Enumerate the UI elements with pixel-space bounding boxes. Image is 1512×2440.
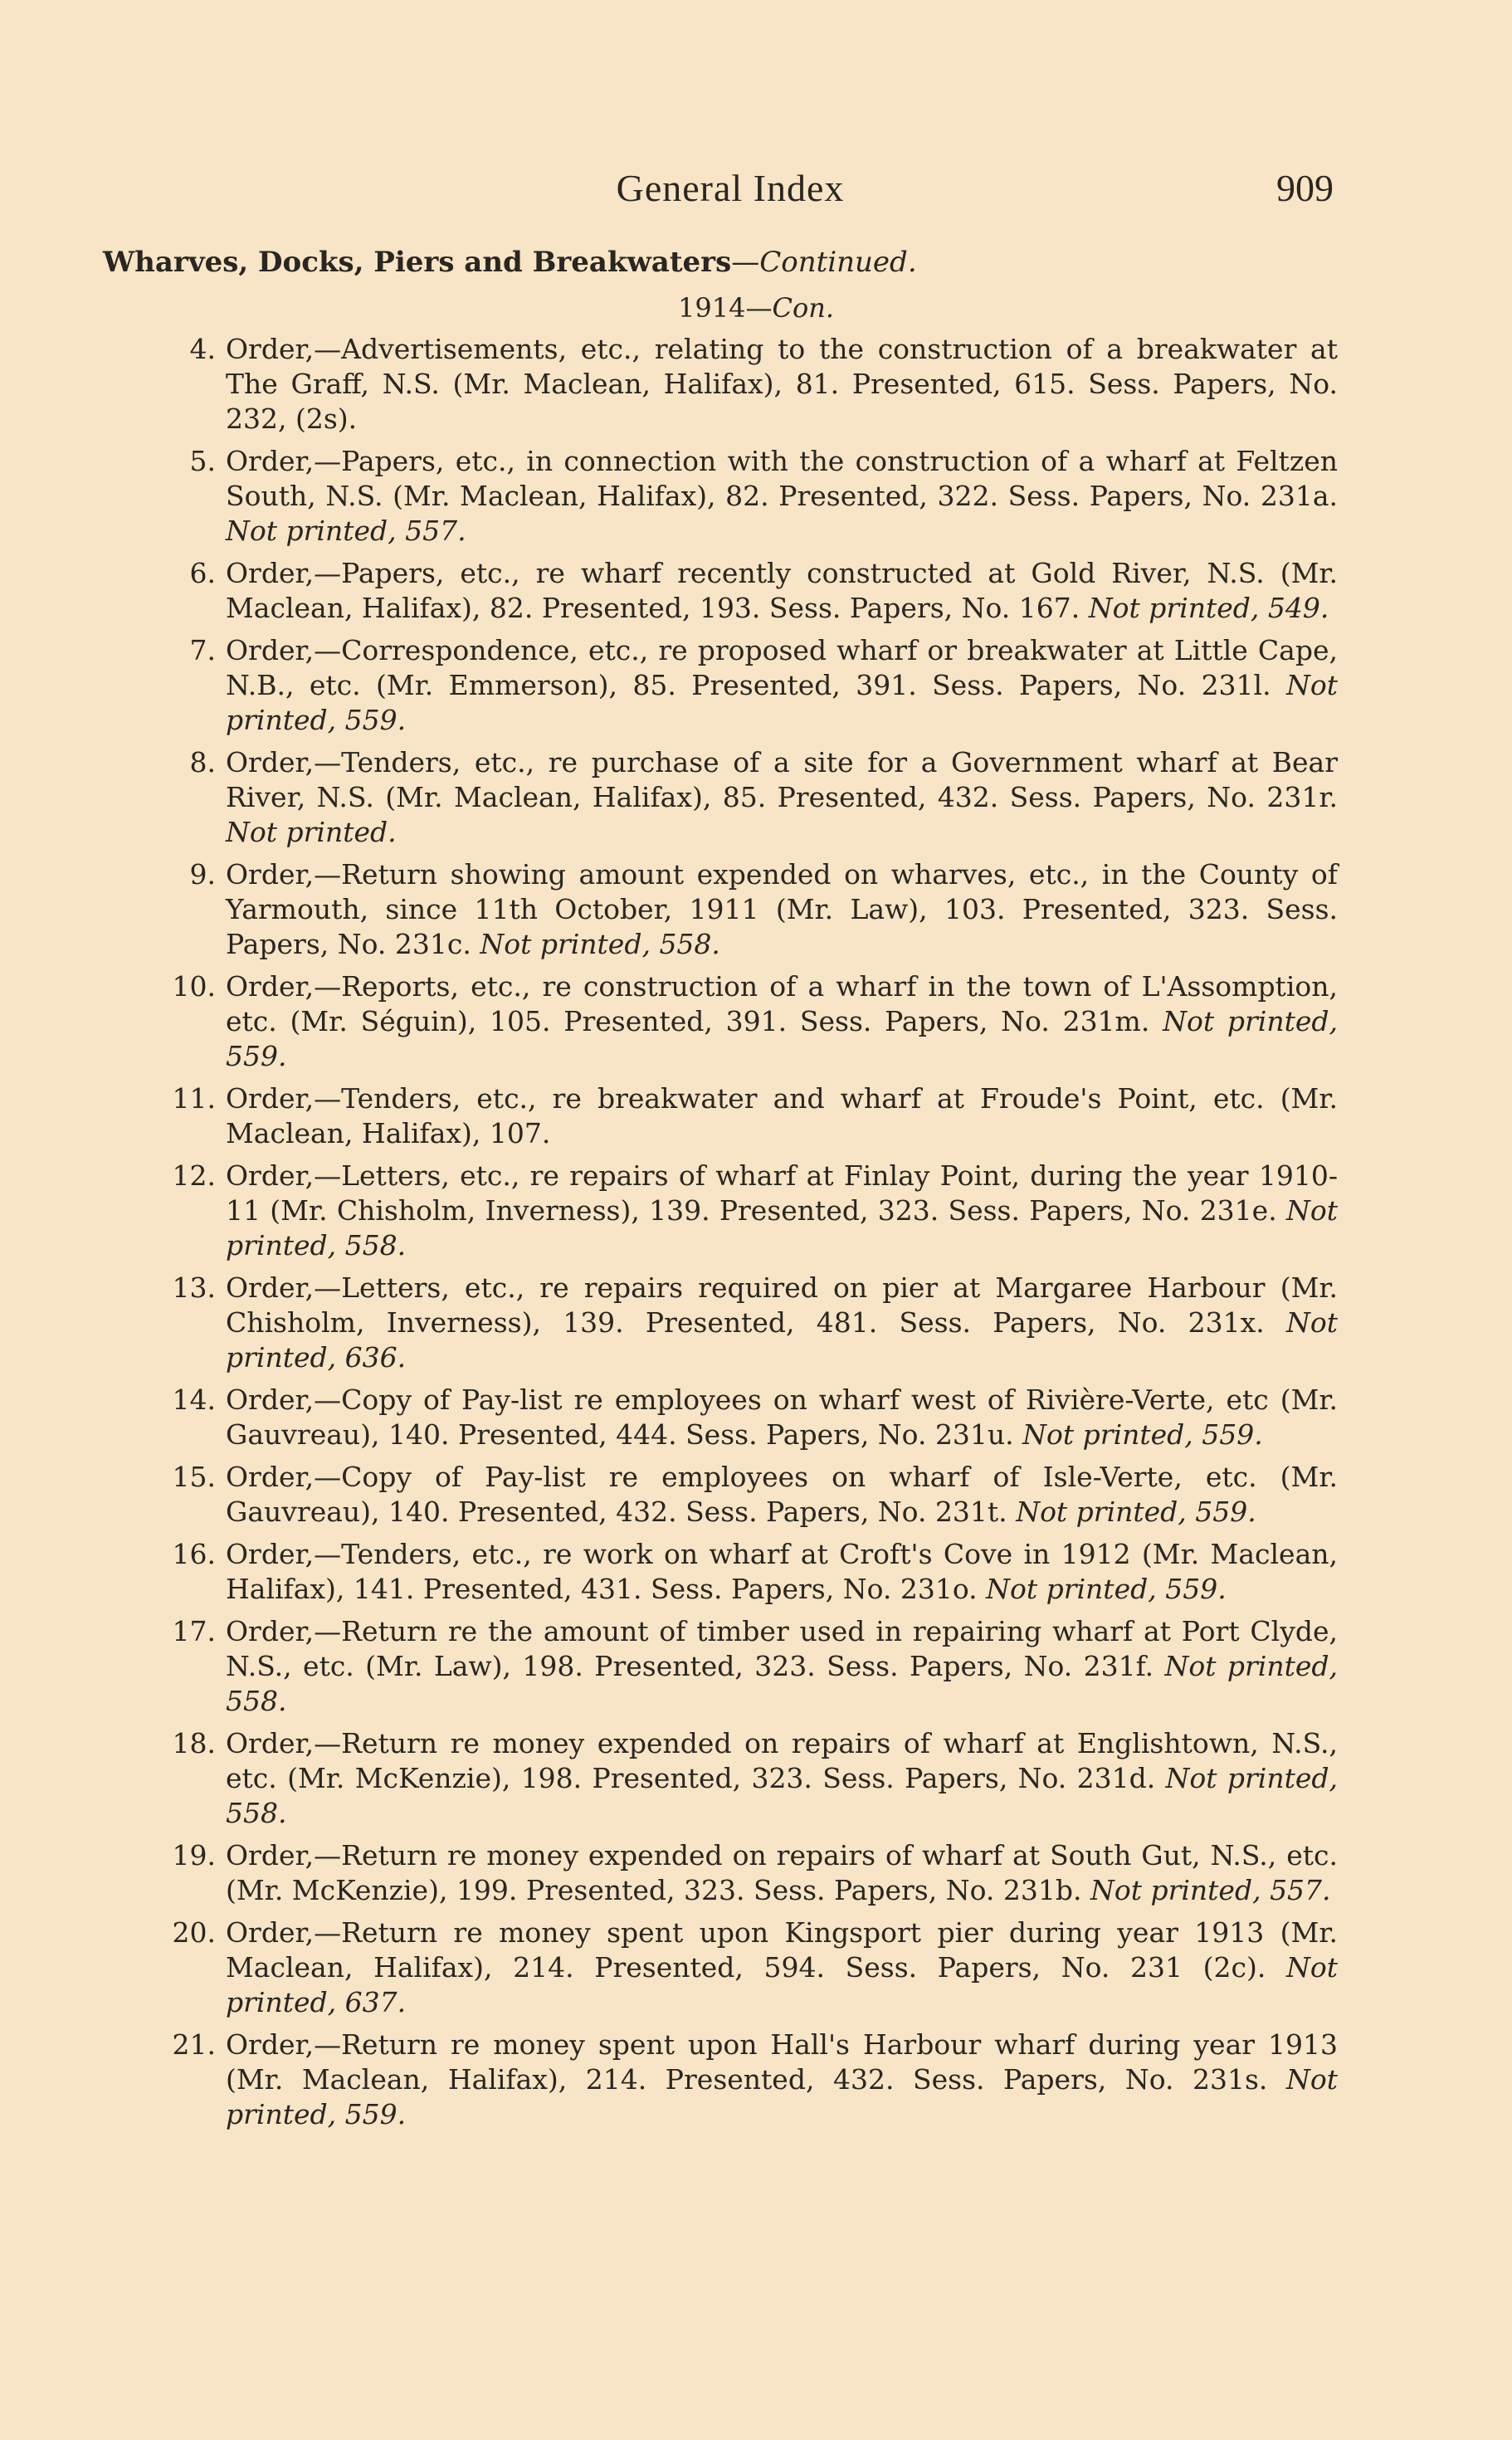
entry-number: 12. [172, 1159, 216, 1192]
entry-number: 11. [172, 1082, 216, 1115]
entry-text: Order,—Return re money expended on repairs of wharf at Englishtown, N.S., etc. (Mr. McKenzie), 198. Presented, 323. Sess. Papers, No. 231d. [226, 1727, 1338, 1794]
entry-number: 20. [172, 1916, 216, 1949]
list-item [189, 444, 1338, 549]
entry-not-printed: Not printed, 559. [226, 2063, 1338, 2130]
entry-text-block [226, 1838, 1338, 1908]
entry-not-printed: Not printed, 558. [226, 1194, 1338, 1261]
entry-number: 7. [189, 634, 216, 666]
entry-text-block [226, 633, 1338, 738]
running-head [0, 166, 1512, 224]
entry-text: Order,—Correspondence, etc., re proposed wharf or breakwater at Little Cape, N.B., etc. (Mr. Emmerson), 85. Presented, 391. Sess. Papers, No. 231l. [226, 634, 1338, 701]
entry-text-block [226, 969, 1338, 1074]
entry-number: 10. [172, 970, 216, 1003]
list-item [172, 1159, 1338, 1263]
entry-not-printed: Not printed, 549. [1088, 592, 1329, 624]
list-item [172, 1271, 1338, 1375]
entry-number: 19. [172, 1839, 216, 1871]
entry-text: Order,—Tenders, etc., re work on wharf at Croft's Cove in 1912 (Mr. Maclean, Halifax), 141. Presented, 431. Sess. Papers, No. 231o. [226, 1538, 1338, 1605]
entry-text-block [226, 444, 1338, 549]
entry-text-block [226, 1081, 1338, 1151]
entry-number: 15. [172, 1461, 216, 1493]
entry-text-block [226, 1383, 1338, 1452]
list-item [172, 1460, 1338, 1530]
entry-not-printed: Not printed, 557. [1090, 1874, 1331, 1906]
entry-not-printed: Not printed, 559. [226, 669, 1338, 736]
entry-text: Order,—Letters, etc., re repairs required on pier at Margaree Harbour (Mr. Chisholm, Inverness), 139. Presented, 481. Sess. Papers, No. 231x. [226, 1271, 1338, 1339]
entry-text: Order,—Copy of Pay-list re employees on wharf west of Rivière-Verte, etc (Mr. Gauvreau), 140. Presented, 444. Sess. Papers, No. 231u. [226, 1383, 1338, 1451]
section-heading-title: Wharves, Docks, Piers and Breakwaters [103, 246, 732, 279]
entry-text-block [226, 1159, 1338, 1263]
entry-text-block [226, 1460, 1338, 1530]
entry-text-block [226, 332, 1338, 437]
entry-number: 17. [172, 1615, 216, 1647]
subheading-year: 1914 [678, 292, 746, 324]
entry-number: 4. [189, 333, 216, 365]
entry-number: 13. [172, 1271, 216, 1304]
entry-text: Order,—Tenders, etc., re breakwater and wharf at Froude's Point, etc. (Mr. Maclean, Halifax), 107. [226, 1082, 1338, 1149]
entry-text: Order,—Papers, etc., in connection with the construction of a wharf at Feltzen South, N.S. (Mr. Maclean, Halifax), 82. Presented, 322. Sess. Papers, No. 231a. [226, 445, 1338, 512]
entry-not-printed: Not printed, 558. [480, 928, 720, 960]
year-subheading: 1914—Con. [678, 292, 834, 324]
entry-text: Order,—Return showing amount expended on wharves, etc., in the County of Yarmouth, since 11th October, 1911 (Mr. Law), 103. Presented, 323. Sess. Papers, No. 231c. [226, 858, 1338, 960]
entry-text-block [226, 745, 1338, 850]
entry-number: 9. [189, 858, 216, 891]
entry-text: Order,—Letters, etc., re repairs of wharf at Finlay Point, during the year 1910-11 (Mr. Chisholm, Inverness), 139. Presented, 323. Sess. Papers, No. 231e. [226, 1159, 1338, 1227]
entry-text-block [226, 1614, 1338, 1719]
entry-number: 21. [172, 2028, 216, 2061]
entry-text-block [226, 857, 1338, 962]
list-item [172, 1383, 1338, 1452]
list-item [172, 1838, 1338, 1908]
list-item [189, 556, 1338, 626]
list-item [172, 1537, 1338, 1607]
entry-not-printed: Not printed, 558. [226, 1650, 1338, 1717]
em-dash: — [731, 246, 760, 279]
entry-text-block [226, 1271, 1338, 1375]
entry-text: Order,—Papers, etc., re wharf recently constructed at Gold River, N.S. (Mr. Maclean, Halifax), 82. Presented, 193. Sess. Papers, No. 167. [226, 557, 1338, 624]
entry-number: 6. [189, 557, 216, 589]
entry-text: Order,—Return re money spent upon Hall's Harbour wharf during year 1913 (Mr. Maclean, Halifax), 214. Presented, 432. Sess. Papers, No. 231s. [226, 2028, 1338, 2096]
entry-number: 14. [172, 1383, 216, 1416]
entry-not-printed: Not printed. [226, 816, 397, 848]
list-item [172, 1614, 1338, 1719]
entry-not-printed: Not printed, 559. [226, 1005, 1338, 1072]
entry-text: Order,—Copy of Pay-list re employees on wharf of Isle-Verte, etc. (Mr. Gauvreau), 140. Presented, 432. Sess. Papers, No. 231t. [226, 1461, 1338, 1528]
entry-not-printed: Not printed, 557. [226, 515, 466, 547]
entry-text: Order,—Reports, etc., re construction of a wharf in the town of L'Assomption, etc. (Mr. Séguin), 105. Presented, 391. Sess. Papers, No. 231m. [226, 970, 1338, 1037]
entry-not-printed: Not printed, 636. [226, 1306, 1338, 1374]
entry-text-block [226, 556, 1338, 626]
entry-number: 18. [172, 1727, 216, 1759]
list-item [172, 969, 1338, 1074]
section-heading [103, 246, 917, 279]
running-title: General Index [616, 167, 845, 209]
entry-number: 16. [172, 1538, 216, 1570]
entry-text-block [226, 1915, 1338, 2020]
list-item [189, 332, 1338, 437]
entry-text: Order,—Return re the amount of timber used in repairing wharf at Port Clyde, N.S., etc. (Mr. Law), 198. Presented, 323. Sess. Papers, No. 231f. [226, 1615, 1338, 1682]
page-number: 909 [1276, 167, 1334, 209]
entry-not-printed: Not printed, 559. [1016, 1496, 1256, 1528]
entry-not-printed: Not printed, 558. [226, 1762, 1338, 1829]
list-item [189, 633, 1338, 738]
subheading-con: Con. [772, 292, 834, 324]
entry-text: Order,—Return re money spent upon Kingsport pier during year 1913 (Mr. Maclean, Halifax), 214. Presented, 594. Sess. Papers, No. 231 (2c). [226, 1916, 1338, 1984]
entry-list [172, 332, 1338, 2140]
entry-not-printed: Not printed, 559. [986, 1573, 1227, 1605]
section-heading-continued: Continued. [759, 246, 917, 279]
entry-not-printed: Not printed, 559. [1022, 1418, 1263, 1451]
list-item [172, 1726, 1338, 1831]
entry-text-block [226, 1537, 1338, 1607]
entry-text: Order,—Advertisements, etc., relating to the construction of a breakwater at The Graff, N.S. (Mr. Maclean, Halifax), 81. Presented, 615. Sess. Papers, No. 232, (2s). [226, 333, 1338, 435]
entry-text-block [226, 1726, 1338, 1831]
entry-text-block [226, 2028, 1338, 2132]
list-item [172, 1915, 1338, 2020]
list-item [189, 745, 1338, 850]
entry-number: 8. [189, 746, 216, 778]
list-item [189, 857, 1338, 962]
list-item [172, 1081, 1338, 1151]
entry-text: Order,—Tenders, etc., re purchase of a site for a Government wharf at Bear River, N.S. (Mr. Maclean, Halifax), 85. Presented, 432. Sess. Papers, No. 231r. [226, 746, 1338, 813]
list-item [172, 2028, 1338, 2132]
entry-number: 5. [189, 445, 216, 477]
entry-text: Order,—Return re money expended on repairs of wharf at South Gut, N.S., etc. (Mr. McKenzie), 199. Presented, 323. Sess. Papers, No. 231b. [226, 1839, 1338, 1906]
entry-not-printed: Not printed, 637. [226, 1951, 1338, 2018]
